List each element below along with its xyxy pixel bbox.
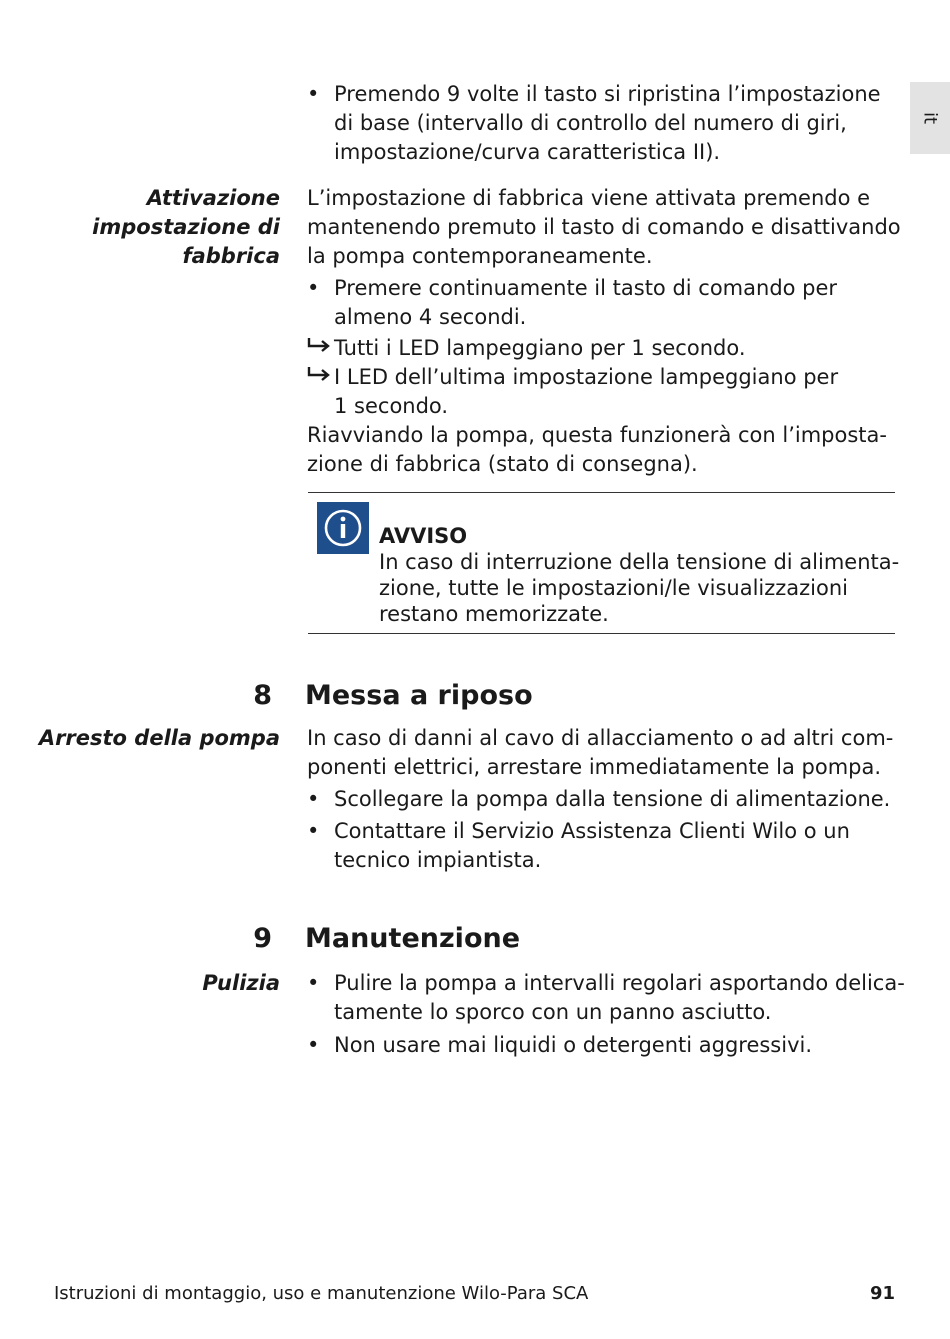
notice-title: AVVISO [379,524,468,548]
text-line: zione, tutte le impostazioni/le visualizzazioni [379,576,849,600]
section-8-paragraph [307,724,897,782]
text-line: 1 secondo. [334,394,449,418]
side-label-line: Attivazione [146,186,280,210]
footer-doc-title: Istruzioni di montaggio, uso e manutenzione Wilo-Para SCA [54,1283,589,1304]
section-8-number: 8 [253,680,272,711]
text-line: In caso di danni al cavo di allacciamento o ad altri com- [307,726,894,750]
result-arrow-icon [307,364,331,394]
side-label-line: impostazione di [92,215,280,239]
factory-paragraph [307,184,901,271]
text-line: mantenendo premuto il tasto di comando e disattivando [307,215,901,239]
section-8-side-label: Arresto della pompa [38,726,280,750]
text-line: ponenti elettrici, arrestare immediatamente la pompa. [307,755,882,779]
bullet-marker: • [307,819,320,843]
factory-closing [307,421,897,479]
result-arrow-icon [307,335,331,365]
text-line: tamente lo sporco con un panno asciutto. [334,1000,772,1024]
section-9-title: Manutenzione [305,923,521,954]
text-line: Premere continuamente il tasto di comando per [334,276,838,300]
section-9-bullet-1 [334,969,905,1027]
factory-bullet [334,274,899,332]
notice-bottom-rule [308,633,895,634]
text-line: I LED dell’ultima impostazione lampeggiano per [334,365,839,389]
notice-top-rule [308,492,895,493]
language-tab [910,82,950,154]
info-icon [317,502,369,554]
section-8-bullet-2 [334,817,899,875]
intro-bullet [334,80,899,167]
side-label-line: fabbrica [182,244,280,268]
text-line: impostazione/curva caratteristica II). [334,140,721,164]
notice-text [379,549,899,627]
factory-side-label [92,184,280,271]
text-line: tecnico impiantista. [334,848,542,872]
bullet-marker: • [307,1033,320,1057]
text-line: almeno 4 secondi. [334,305,527,329]
page-number: 91 [869,1283,895,1304]
text-line: Premendo 9 volte il tasto si ripristina l’impostazione [334,82,881,106]
section-8-title: Messa a riposo [305,680,533,711]
section-9-number: 9 [253,923,272,954]
text-line: L’impostazione di fabbrica viene attivata premendo e [307,186,871,210]
section-8-bullet-1: Scollegare la pompa dalla tensione di alimentazione. [334,787,891,811]
factory-result-1: Tutti i LED lampeggiano per 1 secondo. [334,336,746,360]
text-line: la pompa contemporaneamente. [307,244,653,268]
bullet-marker: • [307,971,320,995]
factory-result-2 [334,363,899,421]
language-tab-label: it [919,111,941,125]
bullet-marker: • [307,276,320,300]
section-9-bullet-2: Non usare mai liquidi o detergenti aggressivi. [334,1033,813,1057]
bullet-marker: • [307,787,320,811]
text-line: di base (intervallo di controllo del numero di giri, [334,111,847,135]
section-9-side-label: Pulizia [202,971,280,995]
text-line: zione di fabbrica (stato di consegna). [307,452,698,476]
bullet-marker: • [307,82,320,106]
text-line: Pulire la pompa a intervalli regolari asportando delica- [334,971,905,995]
text-line: In caso di interruzione della tensione di alimenta- [379,550,900,574]
text-line: Riavviando la pompa, questa funzionerà con l’imposta- [307,423,887,447]
text-line: restano memorizzate. [379,602,609,626]
text-line: Contattare il Servizio Assistenza Clienti Wilo o un [334,819,850,843]
